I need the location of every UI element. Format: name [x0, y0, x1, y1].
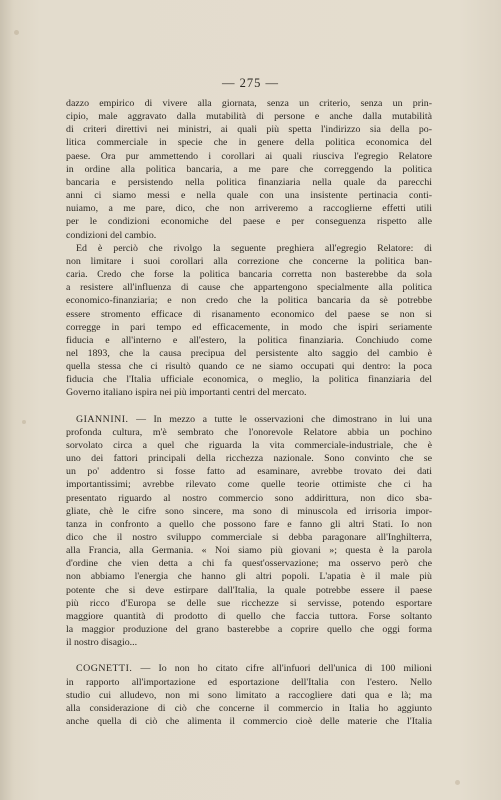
text-line: corregge in pari tempo ed efficacemente, in modo che ispiri seriamente: [66, 321, 432, 333]
text-line: economico-finanziaria; e non credo che la politica bancaria da sè potrebbe: [66, 295, 432, 307]
text-fragment: — In mezzo a tutte le osservazioni che dimostrano in lui una: [136, 413, 432, 425]
text-line: bancaria e persistendo nella politica finanziaria nella quale da parecchi: [66, 176, 432, 188]
text-line: per le condizioni economiche del paese e per conseguenza rispetto alle: [66, 216, 432, 228]
text-line: Ed è perciò che rivolgo la seguente preghiera all'egregio Relatore: di: [76, 242, 432, 254]
paper-spot: [14, 30, 19, 35]
text-line: [66, 413, 432, 426]
paragraph: [66, 97, 432, 242]
text-line: fiducia e all'interno e all'estero, la politica finanziaria. Conchiudo come: [66, 334, 432, 346]
text-line: gliate, chè le cifre sono sincere, ma sono di minuscola ed irrisoria impor-: [66, 505, 432, 517]
text-line: tanza in confronto a quello che possono fare e fanno gli altri Stati. Io non: [66, 518, 432, 530]
text-line: in ordine alla politica bancaria, a me pare che correggendo la politica: [66, 163, 432, 175]
text-body: [66, 97, 432, 728]
text-line: alla considerazione di ciò che concerne il commercio in Italia ho aggiunto: [66, 702, 432, 714]
text-line: Governo italiano ispira nei più importanti centri del mercato.: [66, 387, 307, 399]
text-line: [66, 662, 432, 675]
text-line: nuiamo, a me pare, dico, che non arriveremo a raccoglierne effetti utili: [66, 203, 432, 215]
text-line: dico che il nostro sviluppo commerciale si debba paragonare all'Inghilterra,: [66, 532, 432, 543]
text-line: uno dei fattori principali della ricchezza nazionale. Sono convinto che se: [66, 453, 432, 465]
text-line: dazzo empirico di vivere alla giornata, senza un criterio, senza un prin-: [66, 98, 432, 109]
text-fragment: — Io non ho citato cifre all'infuori dell'unica di 100 milioni: [140, 663, 432, 675]
paragraph: [66, 662, 432, 728]
text-line: paese. Ora pur ammettendo i corollari ai quali riusciva l'egregio Relatore: [66, 150, 432, 162]
text-line: la maggior produzione del grano basterebbe a coprire quello che oggi forma: [66, 624, 432, 636]
text-line: non abbiamo l'energia che hanno gli altri popoli. L'apatia è il male più: [66, 571, 432, 583]
text-line: studio cui alludevo, non mi sono limitato a raccogliere dati qua e là; ma: [66, 689, 432, 701]
speaker-name: GIANNINI.: [76, 413, 129, 425]
text-line: anche quella di ciò che alimenta il commercio cioè delle materie che l'Italia: [66, 716, 432, 728]
text-line: il nostro disagio...: [66, 637, 138, 649]
text-line: di criteri direttivi nei ministri, ai quali più spetta l'indirizzo sia della po-: [66, 124, 432, 136]
text-line: litica commerciale in specie che in genere della politica economica del: [66, 137, 432, 149]
text-line: presentato riguardo al nostro commercio sono addirittura, non dico sba-: [66, 492, 432, 504]
text-line: d'ordine che vien detta a chi fa quest'osservazione; ma osservo però che: [66, 558, 432, 570]
paragraph-gap: [66, 400, 432, 413]
text-line: condizioni del cambio.: [66, 229, 157, 241]
text-line: importantissimi; avrebbe rilevato come quelle teorie ottimiste che ci ha: [66, 479, 432, 491]
text-line: alla Francia, alla Germania. « Noi siamo più giovani »; questa è la parola: [66, 545, 432, 557]
text-line: a resistere all'influenza di cause che appartengono specialmente alla politica: [66, 282, 432, 294]
paragraph: [66, 242, 432, 400]
text-line: essere stromento efficace di risanamento economico del paese se non si: [66, 308, 432, 320]
paper-spot: [22, 420, 26, 424]
text-line: cipio, male aggravato dalla mutabilità di persone e anche dalla mutabilità: [66, 111, 432, 123]
speaker-name: COGNETTI.: [76, 663, 133, 675]
paragraph-gap: [66, 649, 432, 662]
text-line: in rapporto all'importazione ed esportazione dell'Italia con l'estero. Nello: [66, 676, 432, 688]
text-line: un po' addentro si fosse fatto ad esaminare, avrebbe trovato dei dati: [66, 466, 432, 478]
page-number: — 275 —: [222, 76, 279, 90]
paragraph: [66, 413, 432, 650]
paper-spot: [455, 780, 460, 785]
text-line: più ricco d'Europa se delle sue ricchezze si servisse, potendo esportare: [66, 597, 432, 609]
text-line: maggiore quantità di prodotto di quello che faccia tuttora. Forse soltanto: [66, 610, 432, 622]
text-line: anni ci siamo messi e nella quale con una insistente pertinacia conti-: [66, 190, 432, 202]
text-line: profonda cultura, m'è sembrato che l'onorevole Relatore abbia un pochino: [66, 426, 432, 438]
text-line: potente che si deve estirpare dall'Italia, la quale potrebbe essere il paese: [66, 584, 432, 596]
text-line: sorvolato circa a quel che riguarda la vita commerciale-industriale, che è: [66, 439, 432, 451]
text-line: non limitare i suoi corollari alla correzione che concerne la politica ban-: [66, 255, 432, 267]
text-line: caria. Credo che forse la politica bancaria corretta non basterebbe da sola: [66, 269, 432, 281]
text-line: fiducia che l'Italia ufficiale economica, o meglio, la politica finanziaria del: [66, 374, 432, 386]
text-line: nel 1893, che la causa precipua del persistente alto saggio del cambio è: [66, 347, 432, 359]
text-line: quella stessa che ci risultò quando ce ne siamo occupati qui dentro: la poca: [66, 361, 432, 373]
